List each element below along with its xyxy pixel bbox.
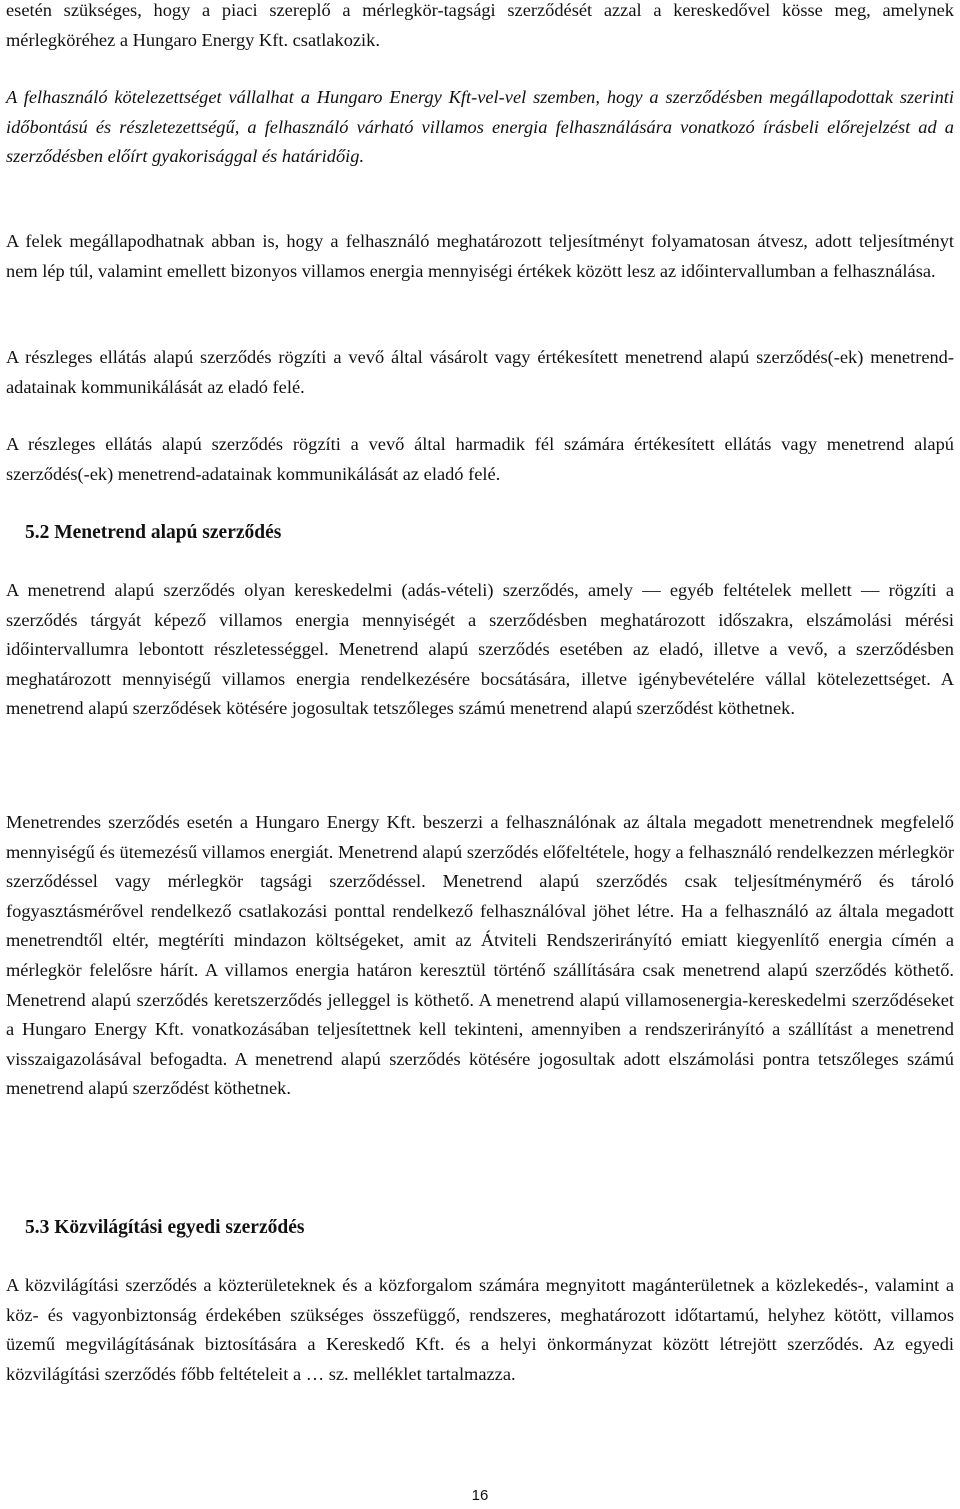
paragraph-capacity-agreement: A felek megállapodhatnak abban is, hogy a felhasználó meghatározott teljesítményt folyamatosan átvesz, adott teljesítményt nem lép túl, valamint emellett bizonyos villamos energia mennyiségi értékek között lesz az időintervallumban a felhasználása. (6, 231, 954, 281)
page-number: 16 (471, 1487, 489, 1504)
paragraph-schedule-contract-definition: A menetrend alapú szerződés olyan kereskedelmi (adás-vételi) szerződés, amely ― egyéb feltételek mellett ― rögzíti a szerződés tárgyát képező villamos energia mennyiségét a szerződésben meghatározott időszakra, elszámolási mérési időintervallumra lebontott részletességgel. Menetrend alapú szerződés esetében az eladó, illetve a vevő, a szerződésben meghatározott mennyiségű villamos energia rendelkezésére bocsátására, illetve igénybevételére vállal kötelezettséget. A menetrend alapú szerződések kötésére jogosultak tetszőleges számú menetrend alapú szerződést köthetnek. (6, 580, 954, 719)
section-heading-5-2: 5.2 Menetrend alapú szerződés (25, 522, 282, 543)
paragraph-partial-supply-third-party: A részleges ellátás alapú szerződés rögzíti a vevő által harmadik fél számára értékesített ellátás vagy menetrend alapú szerződés(-ek) menetrend-adatainak kommunikálását az eladó felé. (6, 434, 954, 484)
paragraph-partial-supply-purchase: A részleges ellátás alapú szerződés rögzíti a vevő által vásárolt vagy értékesített menetrend alapú szerződés(-ek) menetrend-adatainak kommunikálását az eladó felé. (6, 347, 954, 397)
paragraph-schedule-contract-details: Menetrendes szerződés esetén a Hungaro Energy Kft. beszerzi a felhasználónak az általa megadott menetrendnek megfelelő mennyiségű és ütemezésű villamos energiát. Menetrend alapú szerződés előfeltétele, hogy a felhasználó rendelkezzen mérlegkör szerződéssel vagy mérlegkör tagsági szerződéssel. Menetrend alapú szerződés csak teljesítménymérő és tároló fogyasztásmérővel rendelkező csatlakozási ponttal rendelkező felhasználóval jöhet létre. Ha a felhasználó az általa megadott menetrendtől eltér, megtéríti mindazon költségeket, amit az Átviteli Rendszerirányító emiatt kiegyenlítő energia címén a mérlegkör felelősre hárít. A villamos energia határon keresztül történő szállítására csak menetrend alapú szerződés köthető. Menetrend alapú szerződés keretszerződés jelleggel is köthető. A menetrend alapú villamosenergia-kereskedelmi szerződéseket a Hungaro Energy Kft. vonatkozásában teljesítettnek kell tekinteni, amennyiben a rendszerirányító a szállítást a menetrend visszaigazolásával befogadta. A menetrend alapú szerződés kötésére jogosultak adott elszámolási pontra tetszőleges számú menetrend alapú szerződést köthetnek. (6, 812, 954, 1099)
section-heading-5-3: 5.3 Közvilágítási egyedi szerződés (25, 1217, 305, 1238)
paragraph-balance-group-membership: esetén szükséges, hogy a piaci szereplő a mérlegkör-tagsági szerződését azzal a kereskedővel kösse meg, amelynek mérlegköréhez a Hungaro Energy Kft. csatlakozik. (6, 0, 954, 50)
paragraph-consumption-forecast: A felhasználó kötelezettséget vállalhat a Hungaro Energy Kft-vel-vel szemben, hogy a szerződésben megállapodottak szerinti időbontású és részletezettségű, a felhasználó várható villamos energia felhasználására vonatkozó írásbeli előrejelzést ad a szerződésben előírt gyakorisággal és határidőig. (6, 87, 954, 167)
paragraph-public-lighting-contract: A közvilágítási szerződés a közterületeknek és a közforgalom számára megnyitott magánterületnek a közlekedés-, valamint a köz- és vagyonbiztonság érdekében szükséges összefüggő, rendszeres, meghatározott időtartamú, helyhez kötött, villamos üzemű megvilágításának biztosítására a Kereskedő Kft. és a helyi önkormányzat között létrejött szerződés. Az egyedi közvilágítási szerződés főbb feltételeit a … sz. melléklet tartalmazza. (6, 1275, 954, 1384)
